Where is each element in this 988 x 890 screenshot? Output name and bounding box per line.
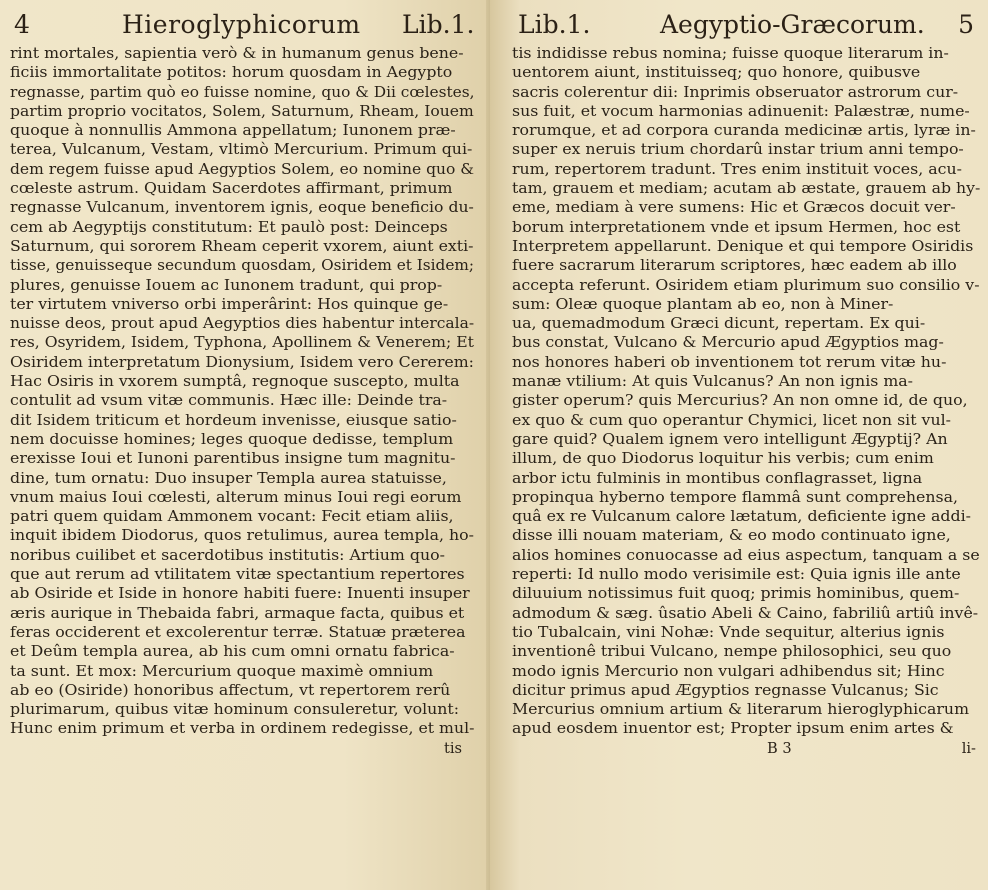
text-line: Mercurius omnium artium & literarum hieroglyphicarum (512, 701, 970, 719)
text-line: manæ vtilium: At quis Vulcanus? An non ignis ma- (512, 373, 914, 391)
text-line: plurimarum, quibus vitæ hominum consuleretur, volunt: (10, 701, 460, 719)
text-line: res, Osyridem, Isidem, Typhona, Apollinem & Venerem; Et (10, 334, 474, 352)
text-line: diluuium notissimus fuit quoq; primis hominibus, quem- (512, 585, 960, 603)
catchword: li- (961, 739, 976, 757)
text-line: arbor ictu fulminis in montibus conflagrasset, ligna (512, 469, 923, 487)
body-text (10, 44, 474, 739)
text-line: dine, tum ornatu: Duo insuper Templa aurea statuisse, (10, 469, 447, 487)
text-line: cem ab Aegyptijs constitutum: Et paulò post: Deinceps (10, 218, 448, 236)
text-line: fuere sacrarum literarum scriptores, hæc eadem ab illo (512, 257, 957, 275)
text-line: nos honores haberi ob inventionem tot rerum vitæ hu- (512, 353, 947, 371)
catchword: tis (443, 739, 462, 757)
signature-mark: B 3 (767, 739, 792, 757)
text-line: uentorem aiunt, instituisseq; quo honore, quibusve (512, 64, 921, 82)
running-head (512, 10, 980, 40)
text-line: erexisse Ioui et Iunoni parentibus insigne tum magnitu- (10, 450, 456, 468)
text-line: eme, mediam à vere sumens: Hic et Græcos docuit ver- (512, 199, 956, 217)
text-line: tis indidisse rebus nomina; fuisse quoque literarum in- (512, 45, 949, 62)
text-line: dem regem fuisse apud Aegyptios Solem, eo nomine quo & (10, 160, 475, 178)
text-line: ua, quemadmodum Græci dicunt, repertam. Ex qui- (512, 315, 926, 333)
right-page (490, 0, 988, 890)
text-line: illum, de quo Diodorus loquitur his verbis; cum enim (512, 450, 934, 468)
text-line: terea, Vulcanum, Vestam, vltimò Mercurium. Primum qui- (10, 141, 473, 159)
text-line: sacris colerentur dii: Inprimis obseruator astrorum cur- (512, 83, 959, 101)
text-line: nem docuisse homines; leges quoque dedisse, templum (10, 430, 454, 448)
text-line: noribus cuilibet et sacerdotibus institutis: Artium quo- (10, 546, 445, 564)
text-line: accepta referunt. Osiridem etiam plurimum suo consilio v- (512, 276, 980, 294)
text-line: tam, grauem et mediam; acutam ab æstate, grauem ab hy- (512, 180, 981, 198)
text-line: Osiridem interpretatum Dionysium, Isidem vero Cererem: (10, 353, 474, 371)
text-line: regnasse Vulcanum, inventorem ignis, eoque beneficio du- (10, 199, 474, 217)
text-line: rorumque, et ad corpora curanda medicinæ artis, lyræ in- (512, 122, 976, 140)
text-line: feras occiderent et excolerentur terræ. Statuæ præterea (10, 623, 466, 641)
page-number: 4 (14, 10, 30, 39)
text-line: sus fuit, et vocum harmonias adinuenit: Palæstræ, nume- (512, 102, 970, 120)
text-line: borum interpretationem vnde et ipsum Hermen, hoc est (512, 218, 961, 236)
text-line: admodum & sæg. ûsatio Abeli & Caino, fabriliû artiû invê- (512, 604, 979, 622)
text-line: rum, repertorem tradunt. Tres enim instituit voces, acu- (512, 160, 962, 178)
body-text (512, 44, 980, 739)
text-line: ficiis immortalitate potitos: horum quosdam in Aegypto (10, 64, 453, 82)
running-title: Aegyptio-Græcorum. (660, 10, 925, 39)
text-line: Hac Osiris in vxorem sumptâ, regnoque suscepto, multa (10, 373, 460, 391)
text-line: que aut rerum ad vtilitatem vitæ spectantium repertores (10, 566, 465, 584)
page-footer (512, 739, 980, 759)
text-line: tisse, genuisseque secundum quosdam, Osiridem et Isidem; (10, 257, 474, 275)
text-line: dicitur primus apud Ægyptios regnasse Vulcanus; Sic (512, 681, 939, 699)
text-line: inquit ibidem Diodorus, quos retulimus, aurea templa, ho- (10, 527, 474, 545)
text-line: Saturnum, qui sororem Rheam ceperit vxorem, aiunt exti- (10, 237, 474, 255)
text-line: cœleste astrum. Quidam Sacerdotes affirmant, primum (10, 180, 453, 198)
text-line: dit Isidem triticum et hordeum invenisse, eiusque satio- (10, 411, 457, 429)
text-line: ab Osiride et Iside in honore habiti fuere: Inuenti insuper (10, 585, 470, 603)
text-line: rint mortales, sapientia verò & in humanum genus bene- (10, 45, 464, 62)
text-line: contulit ad vsum vitæ communis. Hæc ille: Deinde tra- (10, 392, 448, 410)
text-line: ab eo (Osiride) honoribus affectum, vt repertorem rerû (10, 681, 451, 699)
text-line: et Deûm templa aurea, ab his cum omni ornatu fabrica- (10, 643, 455, 661)
text-line: nuisse deos, prout apud Aegyptios dies habentur intercala- (10, 315, 475, 333)
text-line: patri quem quidam Ammonem vocant: Fecit etiam aliis, (10, 508, 454, 526)
text-line: quâ ex re Vulcanum calore lætatum, deficiente igne addi- (512, 508, 971, 526)
text-line: modo ignis Mercurio non vulgari adhibendus sit; Hinc (512, 662, 945, 680)
text-line: alios homines conuocasse ad eius aspectum, tanquam a se (512, 546, 980, 564)
running-head (10, 10, 474, 40)
book-label: Lib.1. (518, 10, 591, 39)
text-line: ter virtutem vniverso orbi imperârint: Hos quinque ge- (10, 295, 449, 313)
text-line: disse illi nouam materiam, & eo modo continuato igne, (512, 527, 951, 545)
text-line: reperti: Id nullo modo verisimile est: Quia ignis ille ante (512, 566, 961, 584)
text-line: æris aurique in Thebaida fabri, armaque facta, quibus et (10, 604, 465, 622)
text-line: sum: Oleæ quoque plantam ab eo, non à Miner- (512, 295, 894, 313)
running-title: Hieroglyphicorum (122, 10, 361, 39)
text-line: gister operum? quis Mercurius? An non omne id, de quo, (512, 392, 968, 410)
book-label: Lib.1. (402, 10, 475, 39)
text-line: gare quid? Qualem ignem vero intelligunt Ægyptij? An (512, 430, 948, 448)
text-line: bus constat, Vulcano & Mercurio apud Ægyptios mag- (512, 334, 944, 352)
text-line: vnum maius Ioui cœlesti, alterum minus Ioui regi eorum (10, 488, 462, 506)
text-line: tio Tubalcain, vini Nohæ: Vnde sequitur, alterius ignis (512, 623, 945, 641)
text-line: inventionê tribui Vulcano, nempe philosophici, seu quo (512, 643, 952, 661)
text-line: Hunc enim primum et verba in ordinem redegisse, et mul- (10, 720, 475, 738)
text-line: quoque à nonnullis Ammona appellatum; Iunonem præ- (10, 122, 456, 140)
left-page (0, 0, 490, 890)
page-number: 5 (958, 10, 974, 39)
text-line: propinqua hyberno tempore flammâ sunt comprehensa, (512, 488, 959, 506)
text-line: apud eosdem inuentor est; Propter ipsum enim artes & (512, 720, 954, 738)
page-footer (10, 739, 474, 759)
text-line: Interpretem appellarunt. Denique et qui tempore Osiridis (512, 237, 974, 255)
text-line: plures, genuisse Iouem ac Iunonem tradunt, qui prop- (10, 276, 443, 294)
text-line: partim proprio vocitatos, Solem, Saturnum, Rheam, Iouem (10, 102, 474, 120)
text-line: ex quo & cum quo operantur Chymici, licet non sit vul- (512, 411, 951, 429)
text-line: regnasse, partim quò eo fuisse nomine, quo & Dii cœlestes, (10, 83, 475, 101)
text-line: ta sunt. Et mox: Mercurium quoque maximè omnium (10, 662, 434, 680)
text-line: super ex neruis trium chordarû instar trium anni tempo- (512, 141, 964, 159)
